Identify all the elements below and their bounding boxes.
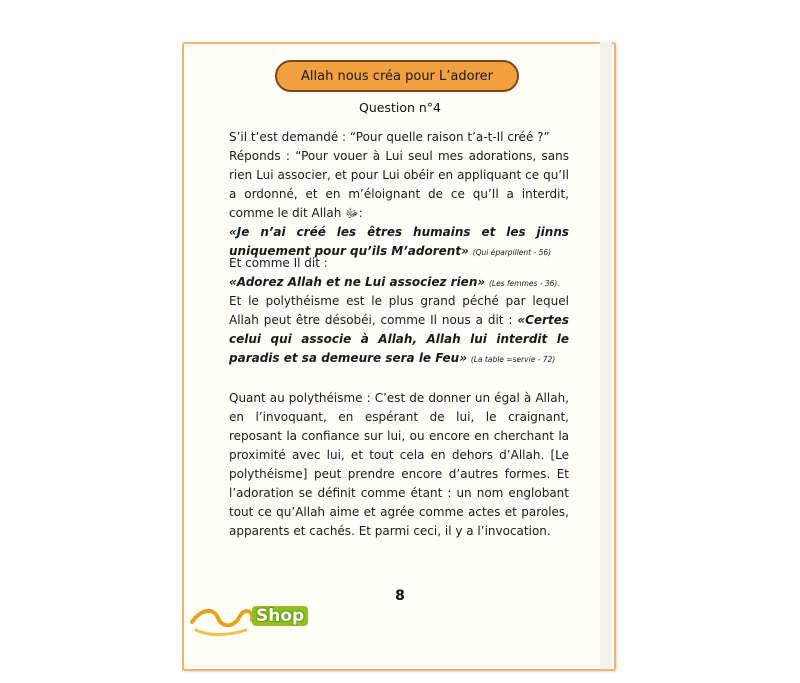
quote-reference-1: (Qui éparpillent - 56) <box>472 248 552 257</box>
question-number: Question n°4 <box>358 100 441 115</box>
paragraph-definition: Quant au polythéisme : C’est de donner un égal à Allah, en l’invoquant, en espérant de lui, le craignant, reposant la confiance sur lui, ou encore en cherchant la proximité avec lui, et tout cela en dehors d’Allah. [Le polythéisme] peut prendre encore d’autres formes. Et l’adoration se définit comme étant : un nom englobant tout ce qu’Allah aime et agrée comme actes et paroles, apparents et cachés. Et parmi ceci, il y a l’invocation. <box>229 391 569 538</box>
chapter-title <box>275 60 519 92</box>
quote-reference-3: (La table =servie - 72) <box>470 355 556 364</box>
polytheism-sin-text: Et le polythéisme est le plus grand péché par lequel Allah peut être désobéi, comme Il nous a dit : <box>229 294 569 327</box>
quote-reference-2: (Les femmes - 36). <box>489 279 560 288</box>
quran-quote-3: «Certes celui qui associe à Allah, Allah lui interdit le paradis et sa demeure sera le Feu» <box>229 313 569 365</box>
page-edge <box>600 42 612 669</box>
paragraph-answer <box>229 128 569 262</box>
intro-line: Et comme Il dit : <box>229 256 328 270</box>
quran-quote-2: «Adorez Allah et ne Lui associez rien» <box>229 275 486 289</box>
chapter-title-text: Allah nous créa pour L’adorer <box>301 68 493 84</box>
quran-quote-1: «Je n’ai créé les êtres humains et les jinns uniquement pour qu’ils M’adorent» <box>229 225 569 258</box>
shop-logo-text: Shop <box>252 606 308 626</box>
paragraph-polytheism-sin <box>229 292 569 369</box>
question-line: S’il t’est demandé : “Pour quelle raison t’a-t-Il créé ?” <box>229 130 550 144</box>
answer-text: Réponds : “Pour vouer à Lui seul mes adorations, sans rien Lui associer, et pour Lui obéir en appliquant ce qu’Il a ordonné, et en m’éloignant de ce qu’Il a interdit, comme le dit Allah ﷻ: <box>229 149 569 220</box>
paragraph-second-quote <box>229 254 569 293</box>
page-number: 8 <box>395 588 405 604</box>
